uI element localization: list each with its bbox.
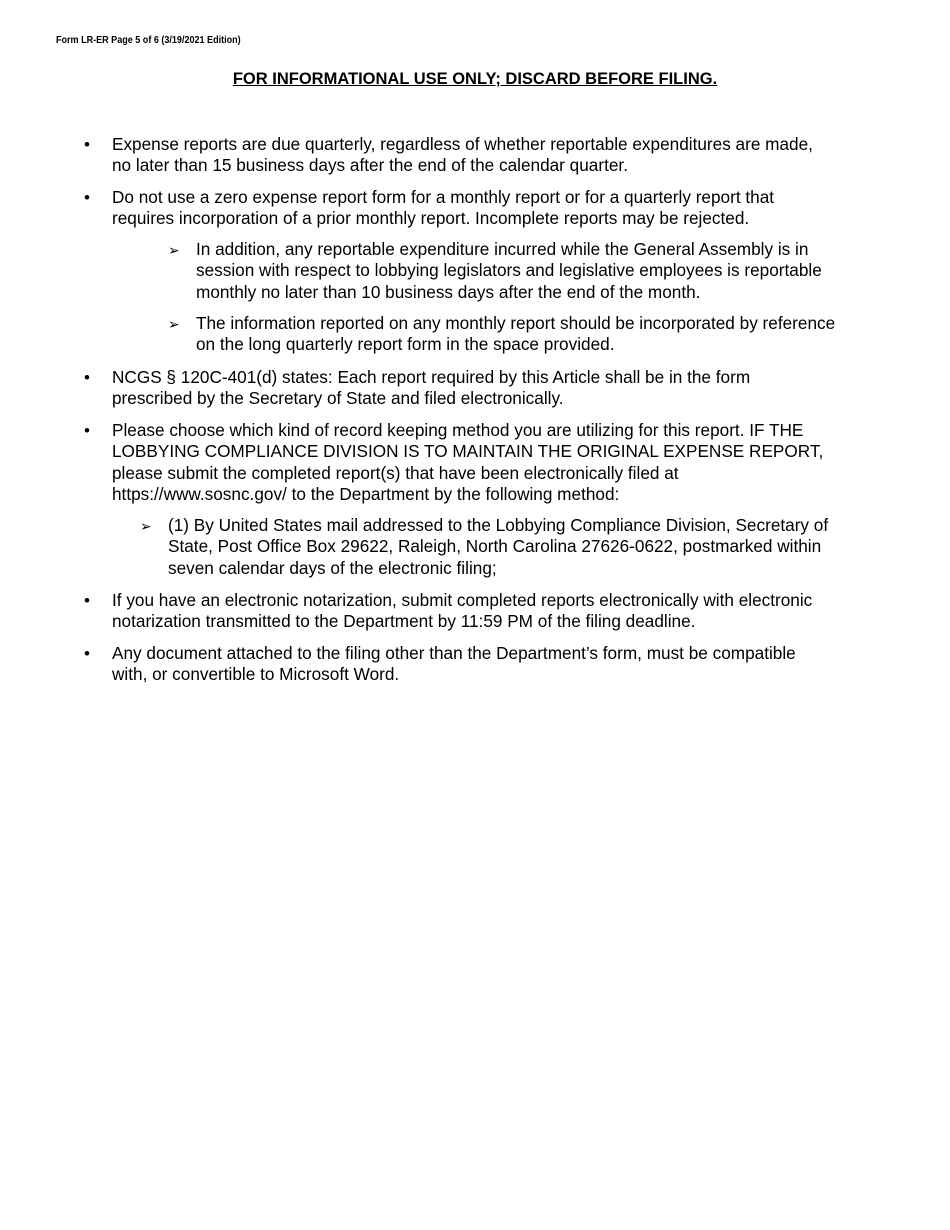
list-item-line: State, Post Office Box 29622, Raleigh, North Carolina 27626-0622, postmarked within	[168, 536, 822, 557]
arrow-bullet-icon: ➢	[140, 518, 152, 534]
list-item-line: seven calendar days of the electronic filing;	[168, 557, 497, 578]
list-item-line: (1) By United States mail addressed to the Lobbying Compliance Division, Secretary of	[168, 515, 829, 535]
list-item-line: no later than 15 business days after the end of the calendar quarter.	[112, 155, 628, 176]
arrow-bullet-icon: ➢	[168, 316, 180, 332]
list-item-line: notarization transmitted to the Department by 11:59 PM of the filing deadline.	[112, 611, 696, 632]
list-item-line: Expense reports are due quarterly, regardless of whether reportable expenditures are made,	[112, 134, 813, 154]
list-item-line: If you have an electronic notarization, submit completed reports electronically with electronic	[112, 590, 813, 610]
list-item-line: session with respect to lobbying legislators and legislative employees is reportable	[196, 260, 822, 281]
list-item-line: monthly no later than 10 business days after the end of the month.	[196, 281, 701, 302]
bullet-icon: •	[84, 591, 90, 610]
bullet-icon: •	[84, 421, 90, 440]
list-item-line: LOBBYING COMPLIANCE DIVISION IS TO MAINTAIN THE ORIGINAL EXPENSE REPORT,	[112, 441, 824, 462]
list-item-line: please submit the completed report(s) that have been electronically filed at	[112, 462, 679, 483]
list-item-line: Any document attached to the filing other than the Department’s form, must be compatible	[112, 643, 796, 663]
list-item-line: NCGS § 120C-401(d) states: Each report required by this Article shall be in the form	[112, 367, 751, 387]
bullet-icon: •	[84, 644, 90, 663]
arrow-bullet-icon: ➢	[168, 242, 180, 258]
form-page-label: Form LR-ER Page 5 of 6 (3/19/2021 Edition)	[56, 34, 241, 46]
bullet-icon: •	[84, 135, 90, 154]
list-item-line: requires incorporation of a prior monthly report. Incomplete reports may be rejected.	[112, 208, 750, 229]
bullet-icon: •	[84, 368, 90, 387]
list-item-line: prescribed by the Secretary of State and filed electronically.	[112, 388, 564, 409]
bullet-icon: •	[84, 188, 90, 207]
list-item-line: with, or convertible to Microsoft Word.	[112, 664, 400, 685]
list-item-line: The information reported on any monthly report should be incorporated by reference	[196, 313, 836, 333]
informational-banner: FOR INFORMATIONAL USE ONLY; DISCARD BEFORE FILING.	[232, 70, 718, 88]
list-item-line: on the long quarterly report form in the space provided.	[196, 334, 615, 355]
list-item-line: Do not use a zero expense report form for a monthly report or for a quarterly report that	[112, 187, 775, 207]
list-item-line: Please choose which kind of record keeping method you are utilizing for this report. IF THE	[112, 420, 804, 440]
list-item-line: In addition, any reportable expenditure incurred while the General Assembly is in	[196, 239, 809, 259]
list-item-line: https://www.sosnc.gov/ to the Department by the following method:	[112, 484, 620, 505]
